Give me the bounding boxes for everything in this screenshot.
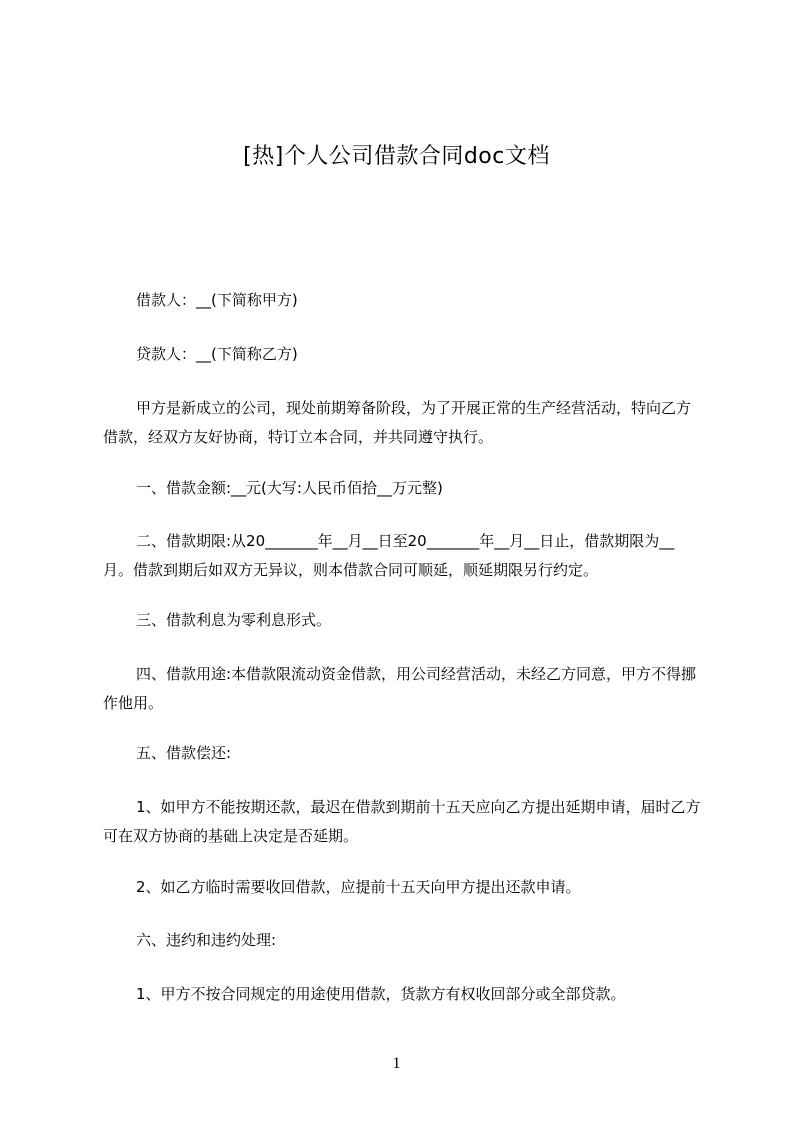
clause-breach-heading: 六、违约和违约处理: (136, 931, 277, 949)
clause-loan-purpose: 四、借款用途:本借款限流动资金借款，用公司经营活动，未经乙方同意，甲方不得挪作他用。 (103, 665, 697, 712)
document-title: [热]个人公司借款合同doc文档 (243, 144, 550, 169)
borrower-line: 借款人：__(下简称甲方) (136, 291, 298, 309)
lender-line: 贷款人：__(下简称乙方) (136, 345, 298, 363)
repayment-item-1: 1、如甲方不能按期还款，最迟在借款到期前十五天应向乙方提出延期申请，届时乙方可在双方协商的基础上决定是否延期。 (103, 798, 701, 845)
repayment-item-2: 2、如乙方临时需要收回借款，应提前十五天向甲方提出还款申请。 (136, 878, 581, 896)
page-number: 1 (392, 1055, 401, 1072)
clause-interest: 三、借款利息为零利息形式。 (136, 611, 332, 629)
intro-paragraph: 甲方是新成立的公司，现处前期筹备阶段，为了开展正常的生产经营活动，特向乙方借款，经双方友好协商，特订立本合同，并共同遵守执行。 (103, 399, 692, 446)
clause-repayment-heading: 五、借款偿还: (136, 744, 232, 762)
clause-loan-amount: 一、借款金额:__元(大写:人民币佰拾__万元整) (136, 479, 443, 497)
breach-item-1: 1、甲方不按合同规定的用途使用借款，货款方有权收回部分或全部贷款。 (136, 985, 626, 1003)
clause-loan-term: 二、借款期限:从20_______年__月__日至20_______年__月__日止，借款期限为__月。借款到期后如双方无异议，则本借款合同可顺延，顺延期限另行约定。 (103, 532, 675, 579)
